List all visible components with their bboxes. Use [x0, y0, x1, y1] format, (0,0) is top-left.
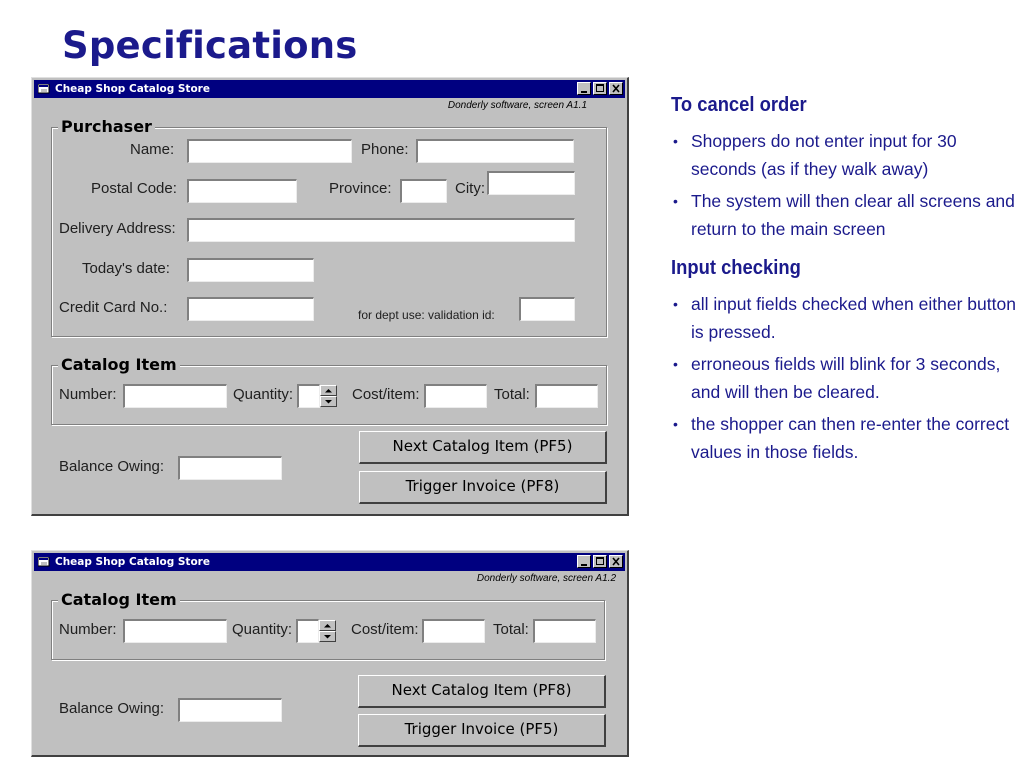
balance-owing-label: Balance Owing:	[59, 458, 165, 475]
quantity-down-button[interactable]	[319, 631, 336, 642]
screen-subtitle: Donderly software, screen A1.1	[447, 100, 587, 111]
delivery-address-label: Delivery Address:	[59, 220, 176, 237]
validation-id-label: for dept use: validation id:	[358, 308, 495, 322]
cancel-order-heading: To cancel order	[671, 94, 807, 116]
list-item: • erroneous fields will blink for 3 seconds, and will then be cleared.	[671, 350, 1016, 406]
maximize-icon	[594, 83, 606, 94]
window-app-icon[interactable]	[38, 557, 50, 567]
postal-code-field[interactable]	[187, 179, 297, 203]
phone-field[interactable]	[416, 139, 574, 163]
input-checking-heading: Input checking	[671, 257, 801, 279]
spin-down-arrow-icon	[323, 634, 332, 639]
cancel-order-list	[671, 127, 1016, 243]
name-field[interactable]	[187, 139, 352, 163]
quantity-down-button[interactable]	[320, 396, 337, 407]
quantity-label: Quantity:	[233, 386, 294, 403]
quantity-field[interactable]	[296, 619, 319, 643]
number-field[interactable]	[123, 384, 227, 408]
validation-id-field[interactable]	[519, 297, 575, 321]
quantity-label: Quantity:	[232, 621, 293, 638]
balance-owing-field[interactable]	[178, 456, 282, 480]
minimize-button[interactable]	[577, 555, 591, 568]
cost-per-item-field[interactable]	[422, 619, 485, 643]
balance-owing-label: Balance Owing:	[59, 700, 165, 717]
minimize-icon	[578, 556, 590, 567]
maximize-icon	[594, 556, 606, 567]
delivery-address-field[interactable]	[187, 218, 575, 242]
catalog-item-legend: Catalog Item	[58, 356, 180, 374]
minimize-icon	[578, 83, 590, 94]
spin-up-arrow-icon	[324, 388, 333, 393]
catalog-window-secondary	[31, 550, 629, 757]
number-field[interactable]	[123, 619, 227, 643]
cost-per-item-label: Cost/item:	[352, 386, 420, 403]
phone-label: Phone:	[361, 141, 409, 158]
postal-code-label: Postal Code:	[91, 180, 177, 197]
maximize-button[interactable]	[593, 555, 607, 568]
total-label: Total:	[493, 621, 529, 638]
list-item: • the shopper can then re-enter the correct values in those fields.	[671, 410, 1016, 466]
list-item: • all input fields checked when either button is pressed.	[671, 290, 1016, 346]
province-label: Province:	[329, 180, 392, 197]
next-catalog-item-button[interactable]: Next Catalog Item (PF5)	[359, 431, 607, 464]
city-label: City:	[455, 180, 485, 197]
spin-up-arrow-icon	[323, 623, 332, 628]
close-icon	[610, 556, 622, 567]
next-catalog-item-button[interactable]: Next Catalog Item (PF8)	[358, 675, 606, 708]
todays-date-field[interactable]	[187, 258, 314, 282]
balance-owing-field[interactable]	[178, 698, 282, 722]
close-button[interactable]	[609, 82, 623, 95]
total-field[interactable]	[533, 619, 596, 643]
cost-per-item-field[interactable]	[424, 384, 487, 408]
trigger-invoice-button[interactable]: Trigger Invoice (PF5)	[358, 714, 606, 747]
catalog-window-main	[31, 77, 629, 516]
window-title: Cheap Shop Catalog Store	[55, 83, 210, 95]
credit-card-field[interactable]	[187, 297, 314, 321]
list-item: • The system will then clear all screens and return to the main screen	[671, 187, 1016, 243]
trigger-invoice-button[interactable]: Trigger Invoice (PF8)	[359, 471, 607, 504]
list-item: • Shoppers do not enter input for 30 seconds (as if they walk away)	[671, 127, 1016, 183]
minimize-button[interactable]	[577, 82, 591, 95]
city-field[interactable]	[487, 171, 575, 195]
number-label: Number:	[59, 386, 117, 403]
input-checking-list	[671, 290, 1016, 466]
total-field[interactable]	[535, 384, 598, 408]
quantity-field[interactable]	[297, 384, 320, 408]
screen-subtitle: Donderly software, screen A1.2	[476, 573, 616, 584]
credit-card-label: Credit Card No.:	[59, 299, 168, 316]
catalog-item-legend: Catalog Item	[58, 591, 180, 609]
title-bar[interactable]	[34, 553, 625, 571]
notes-panel	[671, 94, 1016, 470]
total-label: Total:	[494, 386, 530, 403]
spin-down-arrow-icon	[324, 399, 333, 404]
quantity-up-button[interactable]	[320, 385, 337, 396]
quantity-up-button[interactable]	[319, 620, 336, 631]
number-label: Number:	[59, 621, 117, 638]
todays-date-label: Today's date:	[82, 260, 170, 277]
slide-title: Specifications	[62, 24, 358, 67]
close-button[interactable]	[609, 555, 623, 568]
quantity-stepper[interactable]	[320, 385, 337, 407]
maximize-button[interactable]	[593, 82, 607, 95]
quantity-stepper[interactable]	[319, 620, 336, 642]
window-title: Cheap Shop Catalog Store	[55, 556, 210, 568]
cost-per-item-label: Cost/item:	[351, 621, 419, 638]
title-bar[interactable]	[34, 80, 625, 98]
window-app-icon[interactable]	[38, 84, 50, 94]
province-field[interactable]	[400, 179, 447, 203]
purchaser-legend: Purchaser	[58, 118, 155, 136]
close-icon	[610, 83, 622, 94]
name-label: Name:	[130, 141, 175, 158]
